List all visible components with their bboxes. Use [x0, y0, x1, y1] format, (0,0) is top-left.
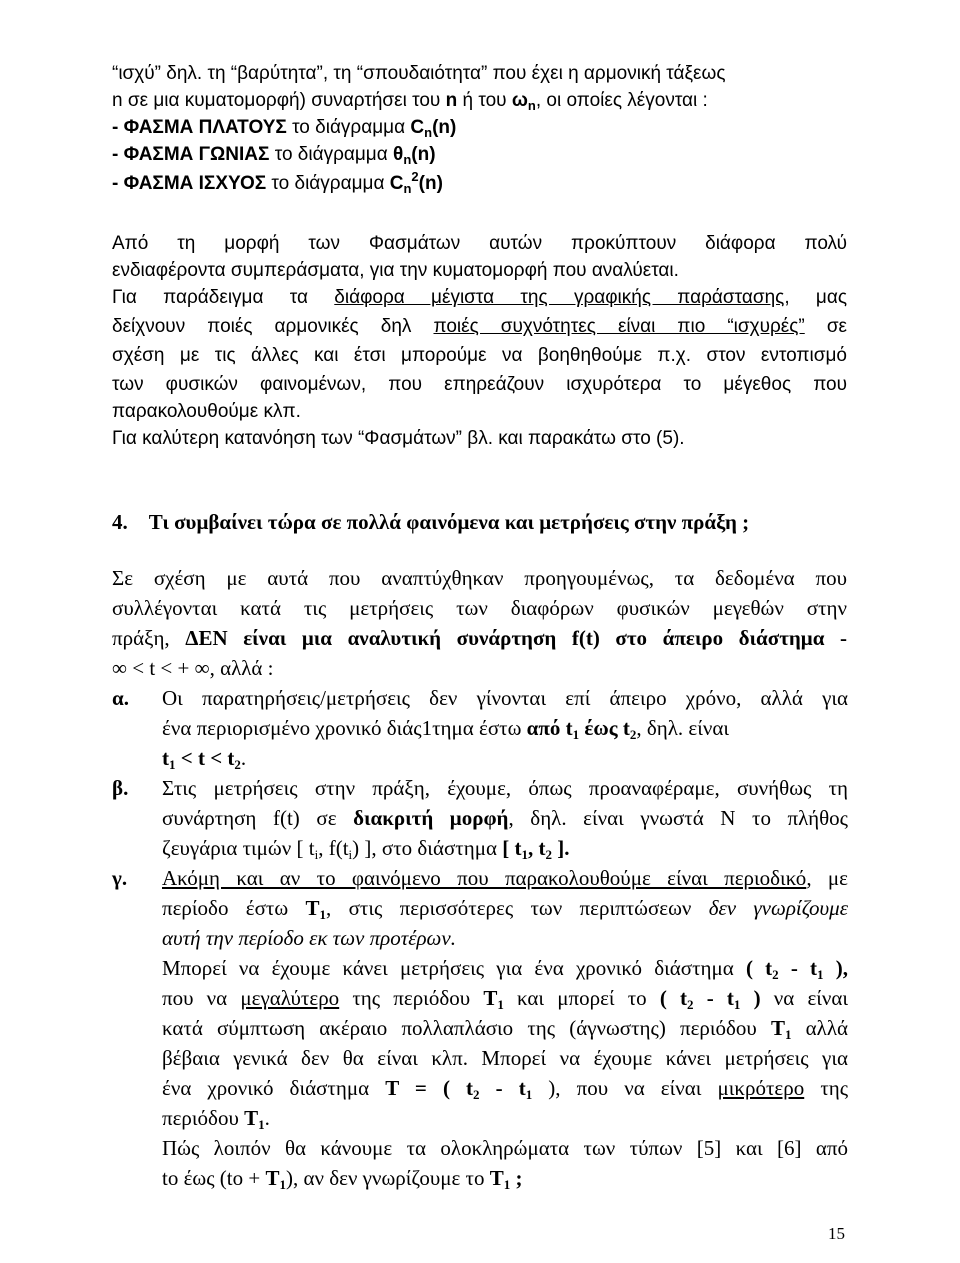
intro-line-1: “ισχύ” δηλ. τη “βαρύτητα”, τη “σπουδαιότητα” που έχει η αρμονική τάξεως	[112, 63, 726, 84]
para1-line-8: Για καλύτερη κατανόηση των “Φασμάτων” βλ. και παρακάτω στο (5).	[112, 428, 685, 449]
item-beta-label: β.	[112, 776, 129, 800]
item-gamma-line-7: βέβαια γενικά δεν θα είναι κλπ. Μπορεί να έχουμε κάνει μετρήσεις για	[162, 1046, 848, 1070]
spectrum-angle: - ΦΑΣΜΑ ΓΩΝΙΑΣ το διάγραμμα $\theta_n(n)$	[112, 144, 436, 167]
para2-line-3: πράξη, ΔΕΝ είναι μια αναλυτική συνάρτηση f(t) στο άπειρο διάστημα -	[112, 626, 848, 650]
item-gamma-line-1: Ακόμη και αν το φαινόμενο που παρακολουθούμε είναι περιοδικό, με	[162, 866, 848, 890]
item-beta-line-2: συνάρτηση f(t) σε διακριτή μορφή, δηλ. είναι γνωστά Ν το πλήθος	[162, 806, 848, 830]
item-gamma-line-10: Πώς λοιπόν θα κάνουμε τα ολοκληρώματα των τύπων [5] και [6] από	[162, 1136, 848, 1160]
para1-line-4: δείχνουν ποιές αρμονικές δηλ ποιές συχνότητες είναι πιο “ισχυρές” σε	[112, 316, 848, 337]
spectrum-power: - ΦΑΣΜΑ ΙΣΧΥΟΣ το διάγραμμα $C_n^2(n)$	[112, 169, 443, 196]
para1-line-1: Από τη μορφή των Φασμάτων αυτών προκύπτουν διάφορα πολύ	[112, 233, 847, 254]
intro-line-2: n σε μια κυματομορφή) συναρτήσει του n ή του $\omega_n$, οι οποίες λέγονται :	[112, 90, 708, 113]
spectrum-amplitude: - ΦΑΣΜΑ ΠΛΑΤΟΥΣ το διάγραμμα $C_n(n)$	[112, 117, 457, 140]
para1-line-5: σχέση με τις άλλες και έτσι μπορούμε να βοηθηθούμε π.χ. στον εντοπισμό	[112, 345, 847, 366]
para1-line-6: των φυσικών φαινομένων, που επηρεάζουν ισχυρότερα το μέγεθος που	[112, 374, 847, 395]
item-gamma-line-4: Μπορεί να έχουμε κάνει μετρήσεις για ένα χρονικό διάστημα ( $t_2 - t_1$ ),	[162, 956, 848, 982]
item-alpha-label: α.	[112, 686, 129, 710]
item-gamma-line-9: περιόδου $T_1$.	[162, 1106, 270, 1132]
item-beta-line-1: Στις μετρήσεις στην πράξη, έχουμε, όπως προαναφέραμε, συνήθως τη	[162, 776, 848, 800]
para2-line-1: Σε σχέση με αυτά που αναπτύχθηκαν προηγουμένως, τα δεδομένα που	[112, 566, 847, 590]
para1-line-2: ενδιαφέροντα συμπεράσματα, για την κυματομορφή που αναλύεται.	[112, 260, 679, 281]
page-number: 15	[828, 1224, 845, 1243]
para2-line-4: ∞ < t < + ∞, αλλά :	[112, 656, 274, 680]
item-gamma-line-11: to έως $(to + T_1)$, αν δεν γνωρίζουμε το $T_1$ ;	[162, 1166, 523, 1192]
section-heading: 4. Τι συμβαίνει τώρα σε πολλά φαινόμενα και μετρήσεις στην πράξη ;	[112, 510, 750, 534]
item-alpha-line-1: Οι παρατηρήσεις/μετρήσεις δεν γίνονται επί άπειρο χρόνο, αλλά για	[162, 686, 848, 710]
item-gamma-line-3: αυτή την περίοδο εκ των προτέρων.	[162, 926, 456, 950]
item-alpha-line-2: ένα περιορισμένο χρονικό διάς1τημα έστω από $t_1$ έως $t_2$, δηλ. είναι	[162, 716, 730, 742]
item-gamma-line-5: που να μεγαλύτερο της περιόδου $T_1$ και μπορεί το ( $t_2 - t_1$ ) να είναι	[162, 986, 849, 1012]
item-beta-line-3: ζευγάρια τιμών [ $t_i$, $f(t_i)$ ], στο διάστημα [ $t_1$, $t_2$ ].	[162, 836, 570, 862]
item-gamma-line-6: κατά σύμπτωση ακέραιο πολλαπλάσιο της (άγνωστης) περιόδου $T_1$ αλλά	[162, 1016, 849, 1042]
item-gamma-line-2: περίοδο έστω $T_1$, στις περισσότερες των περιπτώσεων δεν γνωρίζουμε	[162, 896, 848, 922]
item-alpha-line-3: $t_1 < t < t_2$.	[162, 746, 247, 772]
para1-line-3: Για παράδειγμα τα διάφορα μέγιστα της γραφικής παράστασης, μας	[112, 287, 847, 308]
item-gamma-label: γ.	[112, 866, 128, 890]
item-gamma-line-8: ένα χρονικό διάστημα T = ( $t_2 - t_1$ ), που να είναι μικρότερο της	[162, 1076, 849, 1102]
para2-line-2: συλλέγονται κατά τις μετρήσεις των διαφόρων φυσικών μεγεθών στην	[112, 596, 847, 620]
para1-line-7: παρακολουθούμε κλπ.	[112, 401, 301, 422]
